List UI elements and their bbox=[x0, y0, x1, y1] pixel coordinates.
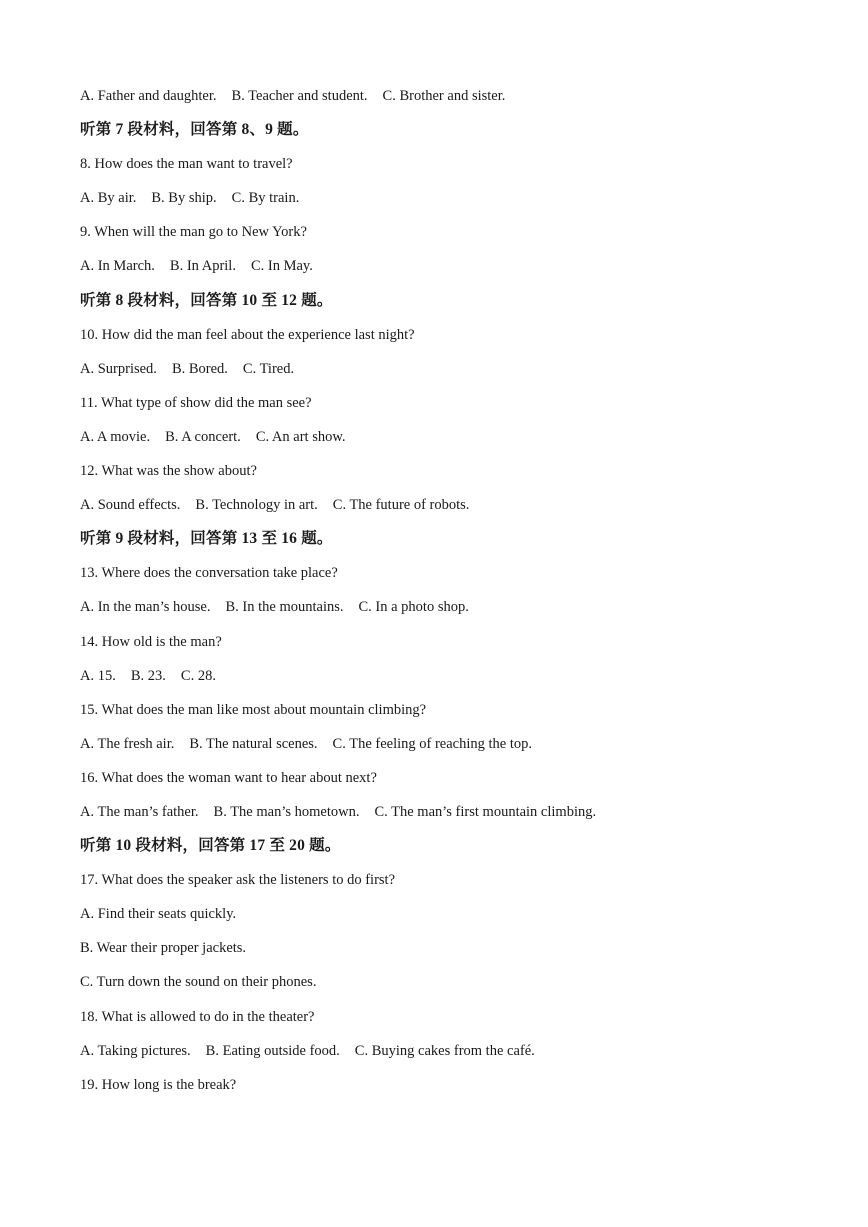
answer-options bbox=[80, 971, 840, 1005]
answer-option: C. 28. bbox=[180, 667, 216, 684]
answer-option: A. By air. bbox=[80, 190, 137, 207]
question-text: 18. What is allowed to do in the theater? bbox=[80, 1008, 315, 1025]
answer-option: A. Find their seats quickly. bbox=[80, 906, 237, 923]
question-text: 8. How does the man want to travel? bbox=[80, 156, 293, 173]
answer-option: B. Wear their proper jackets. bbox=[80, 940, 247, 957]
answer-option: B. A concert. bbox=[165, 428, 241, 445]
answer-options bbox=[80, 187, 840, 221]
answer-option: B. In April. bbox=[169, 258, 236, 275]
section-heading: 听第 8 段材料，回答第 10 至 12 题。 bbox=[80, 291, 333, 309]
answer-option: B. Bored. bbox=[171, 360, 228, 377]
answer-option: B. Technology in art. bbox=[195, 497, 318, 514]
answer-option: B. Eating outside food. bbox=[205, 1042, 340, 1059]
question-text: 19. How long is the break? bbox=[80, 1076, 237, 1093]
answer-option: C. An art show. bbox=[255, 428, 346, 445]
answer-options bbox=[80, 733, 840, 767]
answer-option: A. In the man’s house. bbox=[80, 599, 211, 616]
answer-option: A. 15. bbox=[80, 667, 116, 684]
answer-option: B. Teacher and student. bbox=[231, 88, 368, 104]
answer-option: C. Brother and sister. bbox=[382, 88, 506, 104]
answer-option: A. The fresh air. bbox=[80, 735, 175, 752]
answer-options bbox=[80, 801, 840, 835]
question-text: 17. What does the speaker ask the listeners to do first? bbox=[80, 872, 396, 889]
question-text: 10. How did the man feel about the experience last night? bbox=[80, 326, 415, 343]
section-heading: 听第 7 段材料，回答第 8、9 题。 bbox=[80, 121, 309, 139]
answer-option: A. A movie. bbox=[80, 428, 151, 445]
answer-options bbox=[80, 1040, 840, 1074]
answer-options bbox=[80, 903, 840, 937]
section-heading: 听第 9 段材料，回答第 13 至 16 题。 bbox=[80, 530, 333, 548]
question-text: 9. When will the man go to New York? bbox=[80, 224, 307, 241]
question-text: 16. What does the woman want to hear about next? bbox=[80, 769, 377, 786]
answer-option: B. The natural scenes. bbox=[189, 735, 318, 752]
answer-options bbox=[80, 494, 840, 528]
question-text: 15. What does the man like most about mountain climbing? bbox=[80, 701, 427, 718]
question-text: 11. What type of show did the man see? bbox=[80, 394, 312, 411]
answer-options bbox=[80, 596, 840, 630]
answer-option: B. 23. bbox=[130, 667, 166, 684]
answer-options bbox=[80, 255, 840, 289]
answer-option: A. Taking pictures. bbox=[80, 1042, 191, 1059]
answer-option: C. The man’s first mountain climbing. bbox=[374, 803, 597, 820]
answer-options bbox=[80, 358, 840, 392]
answer-option: A. Father and daughter. bbox=[80, 88, 217, 104]
answer-option: B. By ship. bbox=[151, 190, 217, 207]
answer-option: A. In March. bbox=[80, 258, 155, 275]
question-text: 14. How old is the man? bbox=[80, 633, 222, 650]
question-text: 12. What was the show about? bbox=[80, 463, 257, 480]
answer-options bbox=[80, 85, 840, 119]
answer-option: B. The man’s hometown. bbox=[213, 803, 360, 820]
answer-options bbox=[80, 665, 840, 699]
answer-option: A. The man’s father. bbox=[80, 803, 199, 820]
answer-option: C. In a photo shop. bbox=[358, 599, 469, 616]
answer-options bbox=[80, 426, 840, 460]
question-text: 13. Where does the conversation take place? bbox=[80, 565, 338, 582]
answer-option: C. The future of robots. bbox=[332, 497, 470, 514]
answer-option: C. By train. bbox=[231, 190, 300, 207]
answer-option: C. Turn down the sound on their phones. bbox=[80, 974, 317, 991]
answer-option: C. The feeling of reaching the top. bbox=[332, 735, 532, 752]
answer-options bbox=[80, 937, 840, 971]
answer-option: A. Surprised. bbox=[80, 360, 157, 377]
answer-option: A. Sound effects. bbox=[80, 497, 181, 514]
exam-document bbox=[80, 85, 840, 1108]
answer-option: C. In May. bbox=[250, 258, 313, 275]
answer-option: C. Tired. bbox=[242, 360, 295, 377]
section-heading: 听第 10 段材料，回答第 17 至 20 题。 bbox=[80, 837, 341, 855]
answer-option: B. In the mountains. bbox=[225, 599, 344, 616]
answer-option: C. Buying cakes from the café. bbox=[354, 1042, 535, 1059]
